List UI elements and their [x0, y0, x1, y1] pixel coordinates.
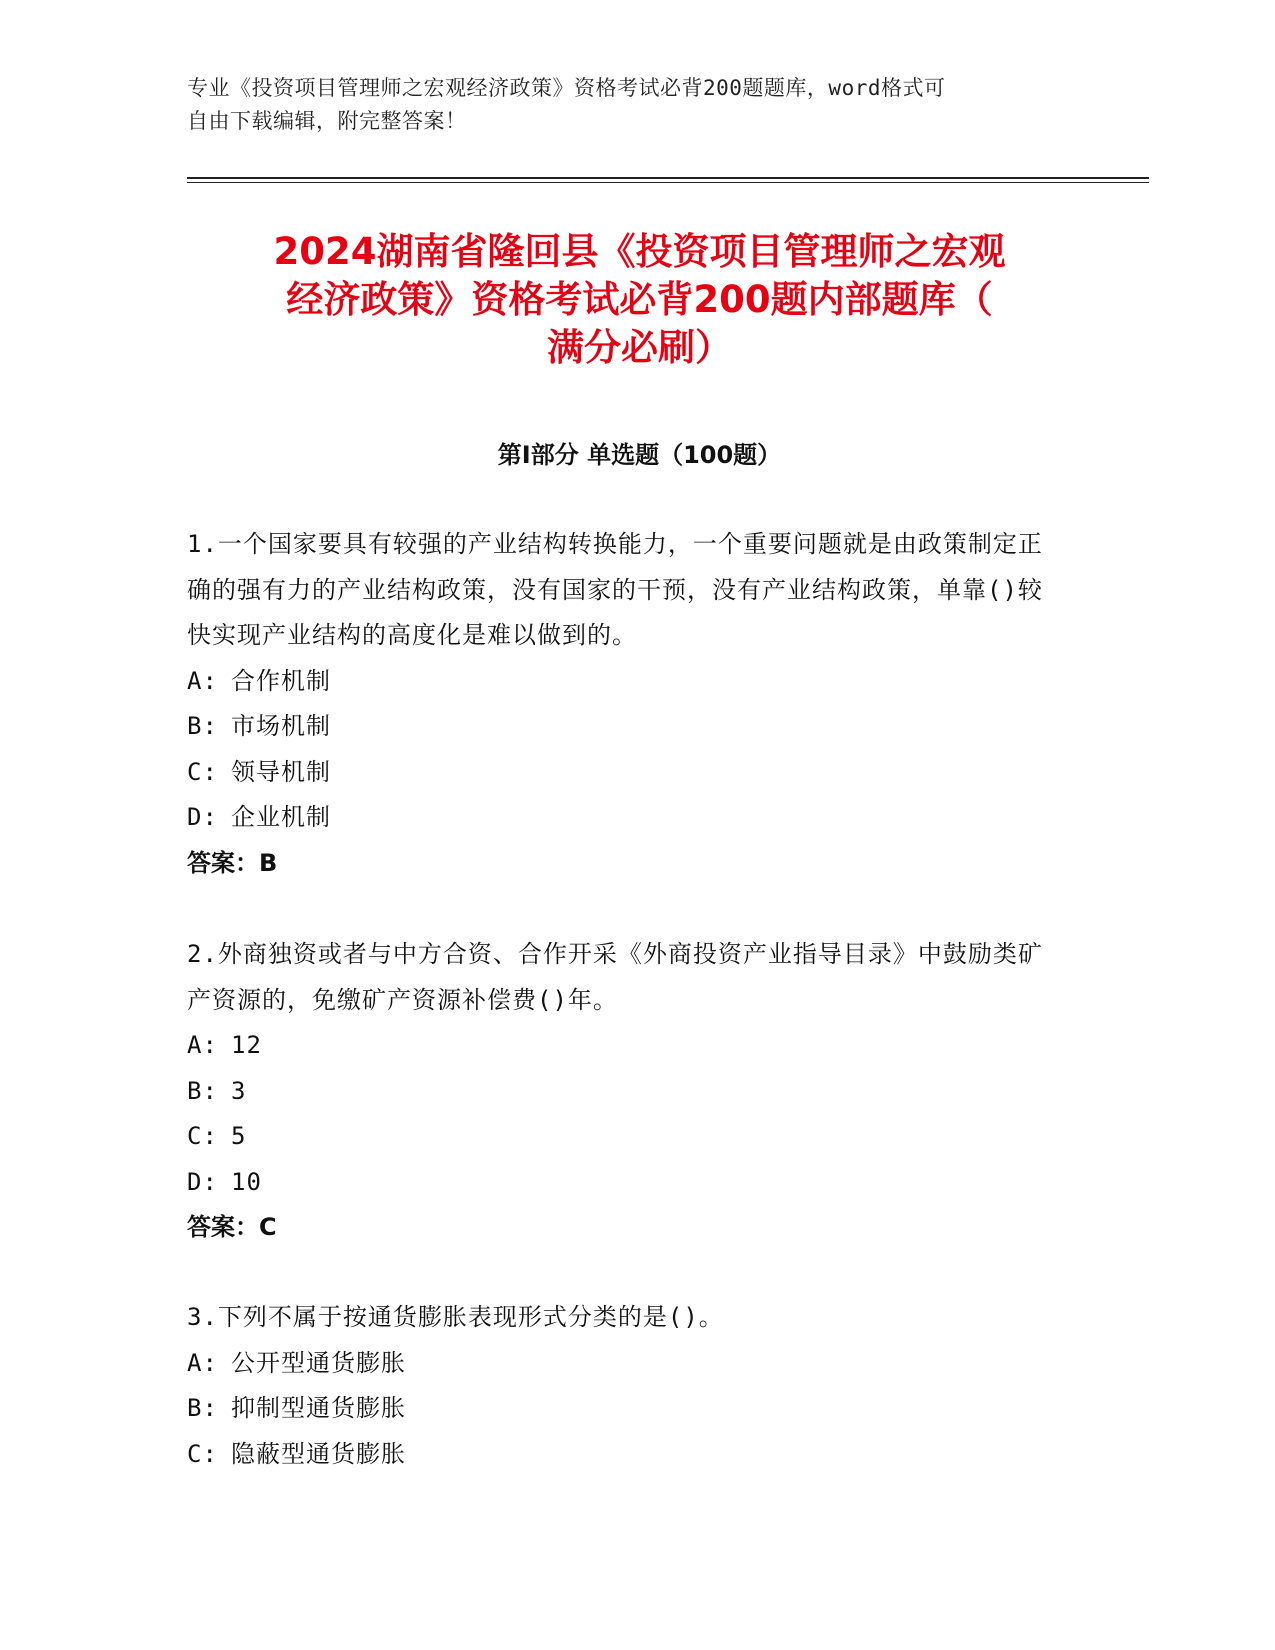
document-title-line-2: 经济政策》资格考试必背200题内部题库（: [286, 278, 993, 321]
section-title: 第I部分 单选题（100题）: [497, 441, 782, 469]
option-letter: C:: [187, 757, 218, 786]
option-letter: A:: [187, 666, 218, 695]
option-letter: A:: [187, 1031, 218, 1059]
option-a: [187, 659, 1067, 705]
option-text: 合作机制: [231, 666, 331, 695]
option-text: 领导机制: [231, 757, 331, 786]
option-letter: C:: [187, 1439, 218, 1468]
option-letter: D:: [187, 803, 218, 831]
option-text: 10: [231, 1167, 262, 1196]
option-d: [187, 795, 1067, 841]
question-2: [187, 932, 1067, 1251]
question-stem: 3.下列不属于按通货膨胀表现形式分类的是()。: [187, 1303, 724, 1331]
option-a: [187, 1023, 1067, 1069]
option-letter: B:: [187, 1076, 218, 1105]
option-c: [187, 1432, 1067, 1478]
question-1: [187, 522, 1067, 886]
answer: 答案：B: [187, 848, 278, 877]
document-title: [187, 228, 1092, 372]
option-a: [187, 1341, 1067, 1387]
option-c: [187, 750, 1067, 796]
option-letter: C:: [187, 1122, 218, 1150]
answer: 答案：C: [187, 1213, 277, 1241]
question-3: [187, 1295, 1067, 1477]
option-text: 企业机制: [231, 803, 331, 831]
option-b: [187, 1386, 1067, 1432]
header-note: [187, 72, 1087, 138]
document-title-line-1: 2024湖南省隆回县《投资项目管理师之宏观: [273, 230, 1006, 273]
document-title-line-3: 满分必刷）: [547, 326, 732, 369]
option-text: 抑制型通货膨胀: [231, 1394, 406, 1422]
option-b: [187, 704, 1067, 750]
option-text: 3: [231, 1076, 247, 1105]
option-letter: B:: [187, 712, 218, 740]
option-letter: A:: [187, 1348, 218, 1377]
option-text: 5: [231, 1122, 247, 1150]
option-d: [187, 1160, 1067, 1206]
option-text: 隐蔽型通货膨胀: [231, 1439, 406, 1468]
option-text: 12: [231, 1031, 262, 1059]
question-stem: 2.外商独资或者与中方合资、合作开采《外商投资产业指导目录》中鼓励类矿产资源的，免缴矿产资源补偿费()年。: [187, 940, 1043, 1014]
header-note-line-2: 自由下载编辑，附完整答案！: [187, 109, 467, 133]
option-b: [187, 1069, 1067, 1115]
header-note-line-1: 专业《投资项目管理师之宏观经济政策》资格考试必背200题题库，word格式可: [187, 76, 946, 100]
option-text: 公开型通货膨胀: [231, 1348, 406, 1377]
question-stem: 1.一个国家要具有较强的产业结构转换能力，一个重要问题就是由政策制定正确的强有力的产业结构政策，没有国家的干预，没有产业结构政策，单靠()较快实现产业结构的高度化是难以做到的。: [187, 530, 1043, 649]
header-rule-thick: [187, 177, 1149, 179]
option-text: 市场机制: [231, 712, 331, 740]
option-letter: D:: [187, 1167, 218, 1196]
option-letter: B:: [187, 1394, 218, 1422]
option-c: [187, 1114, 1067, 1160]
header-rule-thin: [187, 182, 1149, 183]
